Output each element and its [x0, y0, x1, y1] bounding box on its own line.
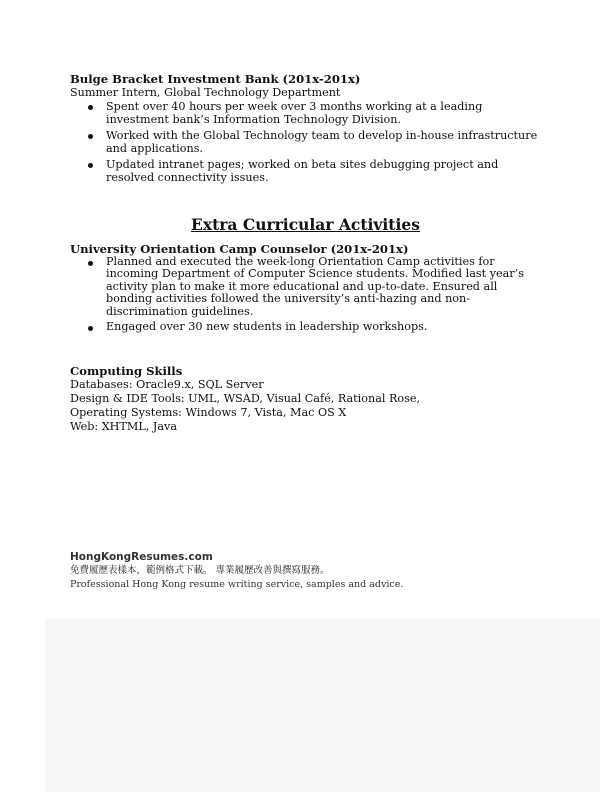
list-item: Spent over 40 hours per week over 3 months working at a leading investment bank’s Information Technology Division.	[70, 100, 546, 126]
experience-title: Bulge Bracket Investment Bank (201x-201x)	[70, 72, 361, 86]
list-item: Updated intranet pages; worked on beta sites debugging project and resolved connectivity issues.	[70, 158, 546, 184]
skills-line: Web: XHTML, Java	[70, 420, 178, 433]
extracurricular-bullets	[70, 256, 560, 333]
skills-title: Computing Skills	[70, 364, 183, 378]
skills-line: Operating Systems: Windows 7, Vista, Mac OS X	[70, 406, 347, 419]
bullet-icon	[88, 105, 93, 110]
footer	[70, 551, 560, 592]
experience-role: Summer Intern, Global Technology Department	[70, 86, 341, 99]
bullet-icon	[88, 326, 93, 331]
footer-chinese: 免費履歷表樣本，範例格式下載。 專業履歷改善與撰寫服務。	[70, 565, 330, 576]
bullet-icon	[88, 261, 93, 266]
skills-line: Design & IDE Tools: UML, WSAD, Visual Café, Rational Rose,	[70, 392, 421, 405]
bullet-icon	[88, 134, 93, 139]
page-shade	[45, 618, 600, 792]
footer-english: Professional Hong Kong resume writing service, samples and advice.	[70, 579, 404, 590]
skills-line: Databases: Oracle9.x, SQL Server	[70, 378, 264, 391]
footer-brand[interactable]: HongKongResumes.com	[70, 551, 213, 563]
experience-bullets	[70, 100, 560, 184]
bullet-icon	[88, 163, 93, 168]
list-item: Planned and executed the week-long Orientation Camp activities for incoming Department of Computer Science students. Modified last year’s activity plan to make it more educational and up-to-date. Ensured all bonding activities followed the university’s anti-hazing and non-discrimination guidelines.	[70, 256, 546, 318]
list-item: Worked with the Global Technology team to develop in-house infrastructure and applications.	[70, 129, 546, 155]
experience-section	[70, 72, 560, 187]
skills-section	[70, 364, 560, 434]
extracurricular-title: University Orientation Camp Counselor (201x-201x)	[70, 242, 409, 256]
extracurricular-section	[70, 242, 560, 336]
list-item: Engaged over 30 new students in leadership workshops.	[70, 321, 546, 333]
section-heading: Extra Curricular Activities	[191, 215, 420, 234]
